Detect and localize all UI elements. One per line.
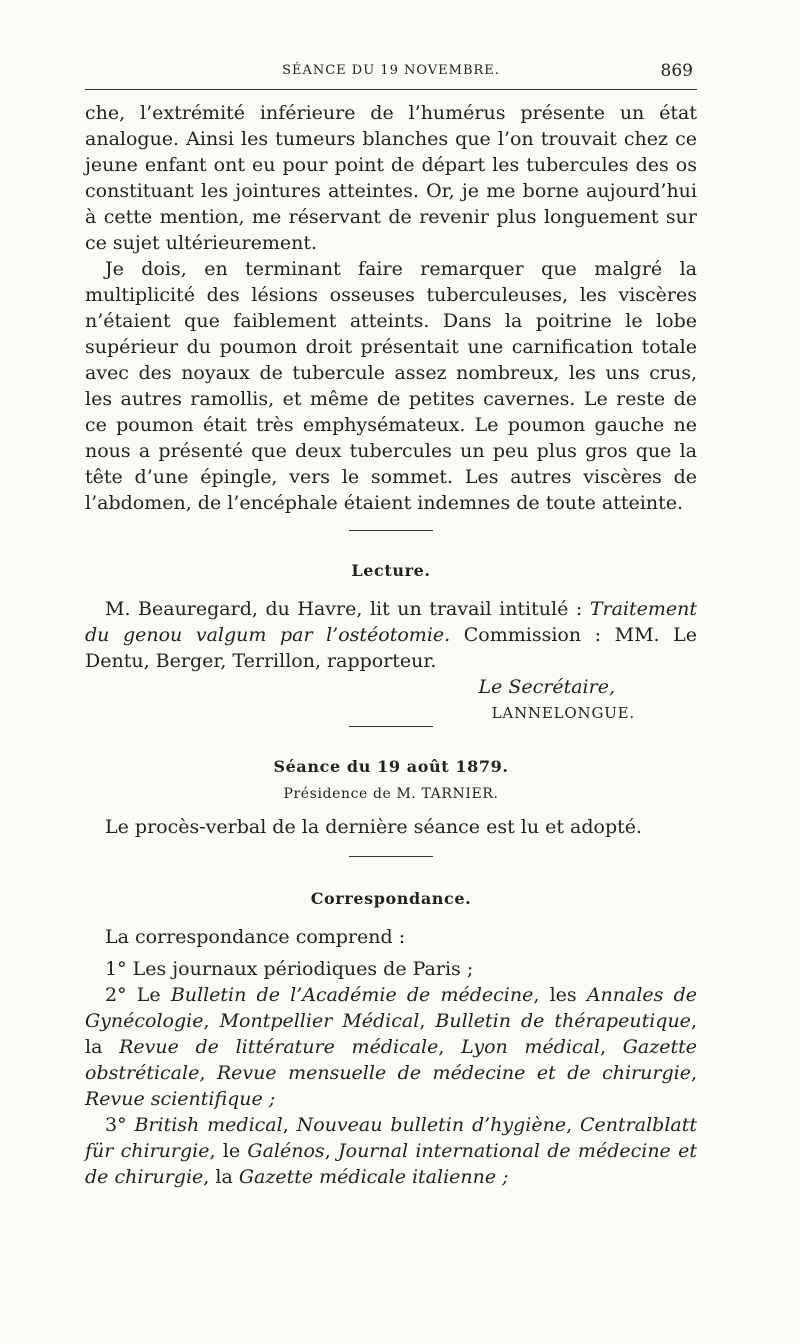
journal-title: Gazette médicale italienne ;: [238, 1166, 509, 1188]
separator: , la: [203, 1166, 239, 1188]
section-heading-lecture: Lecture.: [351, 561, 431, 580]
lecture-work-title: Traitement du genou valgum par l’ostéotomie.: [85, 598, 697, 646]
signature-name: LANNELONGUE.: [491, 704, 635, 722]
journal-title: Bulletin de l’Académie de médecine: [170, 984, 534, 1006]
journal-title: British medical: [134, 1114, 283, 1136]
journal-title: Revue scientifique ;: [85, 1088, 276, 1110]
correspondance-item-1: 1° Les journaux périodiques de Paris ;: [105, 958, 474, 980]
signature-title: Le Secrétaire,: [478, 676, 615, 698]
separator: , le: [209, 1140, 248, 1162]
separator: ,: [690, 1062, 697, 1084]
journal-title: Bulletin de thérapeutique: [435, 1010, 691, 1032]
journal-title: Journal international de médecine et de chirurgie: [85, 1140, 697, 1188]
journal-title: Gazette obstréticale: [85, 1036, 697, 1084]
separator: ,: [203, 1010, 220, 1032]
running-head: [85, 55, 697, 89]
separator: ,: [199, 1062, 217, 1084]
item-3-prefix: 3°: [105, 1114, 135, 1136]
journal-title: Centralblatt für chirurgie: [85, 1114, 697, 1162]
seance-heading: Séance du 19 août 1879.: [273, 757, 509, 776]
separator: ,: [438, 1036, 462, 1058]
correspondance-intro: La correspondance comprend :: [105, 926, 406, 948]
journal-title: Revue mensuelle de médecine et de chirurgie: [216, 1062, 691, 1084]
header-rule: [85, 89, 697, 90]
presidence-line: Présidence de M. TARNIER.: [283, 786, 499, 802]
correspondance-item-2: [85, 982, 697, 1112]
section-divider: [349, 856, 433, 857]
page-number: 869: [660, 61, 693, 81]
lecture-text-end: Commission : MM. Le Dentu, Berger, Terrillon, rapporteur.: [85, 624, 697, 672]
separator: , les: [533, 984, 587, 1006]
lecture-paragraph: [85, 596, 697, 674]
lecture-text-start: M. Beauregard, du Havre, lit un travail intitulé :: [105, 598, 590, 620]
journal-title: Montpellier Médical: [219, 1010, 420, 1032]
journal-title: Nouveau bulletin d’hygiène: [296, 1114, 567, 1136]
journal-title: Revue de littérature médicale: [119, 1036, 439, 1058]
separator: ,: [599, 1036, 623, 1058]
item-2-prefix: 2° Le: [105, 984, 171, 1006]
journal-title: Annales de Gynécologie: [85, 984, 698, 1032]
journal-title: Lyon médical: [461, 1036, 600, 1058]
section-divider: [349, 726, 433, 727]
separator: , la: [85, 1010, 697, 1058]
paragraph-conclusion: Je dois, en terminant faire remarquer que malgré la multiplicité des lésions osseuses tuberculeuses, les viscères n’étaient que faiblement atteints. Dans la poitrine le lobe supérieur du poumon droit présentait une carnification totale avec des noyaux de tubercule assez nombreux, les uns crus, les autres ramollis, et même de petites cavernes. Le reste de ce poumon était très emphysémateux. Le poumon gauche ne nous a présenté que deux tubercules un peu plus gros que la tête d’une épingle, vers le sommet. Les autres viscères de l’abdomen, de l’encéphale étaient indemnes de toute atteinte.: [85, 258, 697, 514]
journal-title: Galénos: [247, 1140, 325, 1162]
separator: ,: [419, 1010, 436, 1032]
separator: ,: [282, 1114, 297, 1136]
page: [85, 55, 697, 1190]
section-heading-correspondance: Correspondance.: [310, 889, 472, 908]
separator: ,: [566, 1114, 581, 1136]
running-title: SÉANCE DU 19 NOVEMBRE.: [282, 63, 500, 78]
paragraph-continued: che, l’extrémité inférieure de l’humérus présente un état analogue. Ainsi les tumeurs blanches que l’on trouvait chez ce jeune enfant ont eu pour point de départ les tubercules des os constituant les jointures atteintes. Or, je me borne aujourd’hui à cette mention, me réservant de revenir plus longuement sur ce sujet ultérieurement.: [85, 102, 697, 254]
correspondance-item-3: [85, 1112, 697, 1190]
proces-verbal-line: Le procès-verbal de la dernière séance est lu et adopté.: [105, 816, 643, 838]
separator: ,: [324, 1140, 339, 1162]
section-divider: [349, 530, 433, 531]
